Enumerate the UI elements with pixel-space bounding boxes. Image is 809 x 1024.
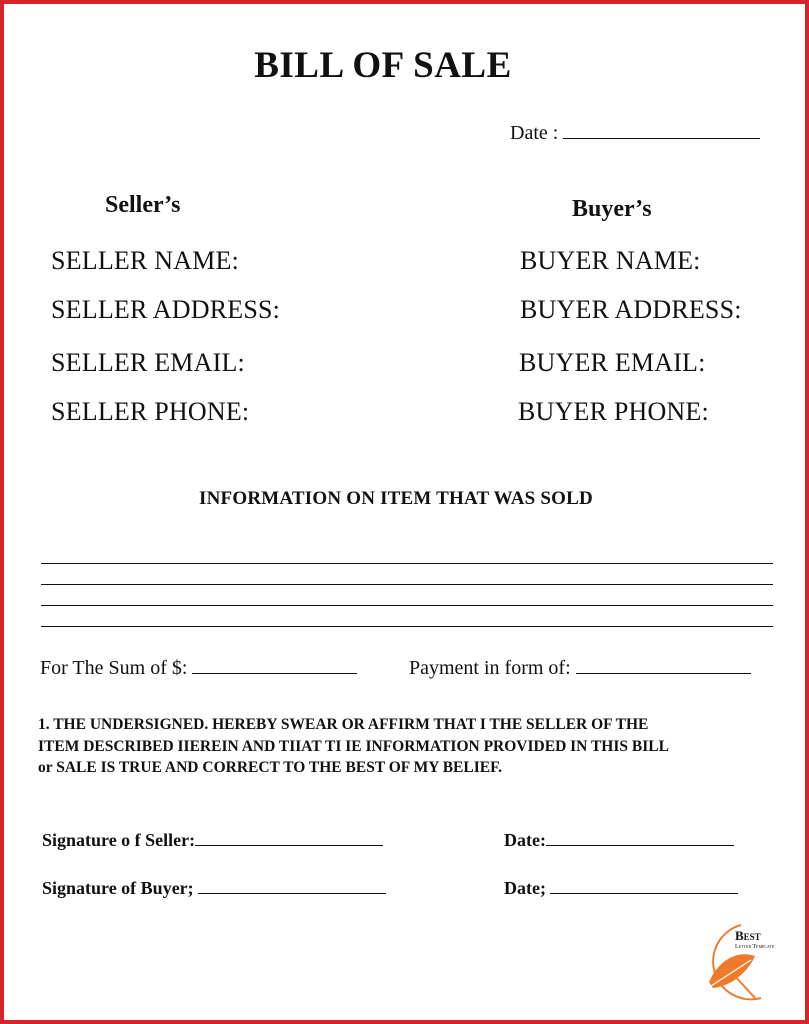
document-title: BILL OF SALE (254, 45, 512, 86)
payment-field (409, 655, 751, 680)
buyer-phone-label: BUYER PHONE: (518, 397, 709, 426)
seller-address-label: SELLER ADDRESS: (51, 295, 281, 324)
seller-name-label: SELLER NAME: (51, 246, 240, 275)
sum-field (40, 655, 357, 680)
buyer-email-label: BUYER EMAIL: (519, 348, 706, 377)
buyer-signature-label: Signature of Buyer; (42, 878, 194, 898)
sum-blank[interactable] (192, 655, 357, 674)
seller-date-field (504, 827, 734, 851)
affirmation-line: or SALE IS TRUE AND CORRECT TO THE BEST OF MY BELIEF. (38, 759, 503, 776)
buyer-date-label: Date; (504, 878, 546, 898)
buyer-name-label: BUYER NAME: (520, 246, 701, 275)
logo-line-2: Letter Template (735, 944, 775, 950)
best-letter-template-logo (697, 920, 787, 1002)
seller-signature-blank[interactable] (195, 827, 383, 846)
seller-phone-label: SELLER PHONE: (51, 397, 250, 426)
buyer-date-field (504, 875, 738, 899)
buyer-address-label: BUYER ADDRESS: (520, 295, 742, 324)
logo-line-1: Best (735, 928, 761, 943)
seller-signature-field (42, 827, 383, 851)
buyer-date-blank[interactable] (550, 875, 738, 894)
affirmation-line: 1. THE UNDERSIGNED. HEREBY SWEAR OR AFFIRM THAT I THE SELLER OF THE (38, 716, 649, 733)
affirmation-line: ITEM DESCRIBED IIEREIN AND TIIAT TI IE INFORMATION PROVIDED IN THIS BILL (38, 737, 669, 755)
payment-blank[interactable] (576, 655, 751, 674)
top-date-blank[interactable] (563, 120, 760, 139)
item-line-1[interactable] (41, 563, 773, 564)
item-line-3[interactable] (41, 605, 773, 606)
buyer-heading: Buyer’s (572, 196, 652, 222)
seller-date-blank[interactable] (546, 827, 734, 846)
sum-label: For The Sum of $: (40, 657, 188, 679)
seller-email-label: SELLER EMAIL: (51, 348, 245, 377)
buyer-signature-field (42, 875, 386, 899)
seller-date-label: Date: (504, 830, 546, 850)
payment-label: Payment in form of: (409, 657, 571, 679)
top-date-label: Date : (510, 122, 559, 144)
item-line-2[interactable] (41, 584, 773, 585)
top-date-field (510, 120, 760, 145)
seller-signature-label: Signature o f Seller: (42, 830, 196, 850)
item-line-4[interactable] (41, 626, 773, 627)
seller-heading: Seller’s (105, 192, 181, 218)
buyer-signature-blank[interactable] (198, 875, 386, 894)
affirmation-text (38, 714, 778, 779)
item-section-heading: INFORMATION ON ITEM THAT WAS SOLD (199, 488, 593, 509)
